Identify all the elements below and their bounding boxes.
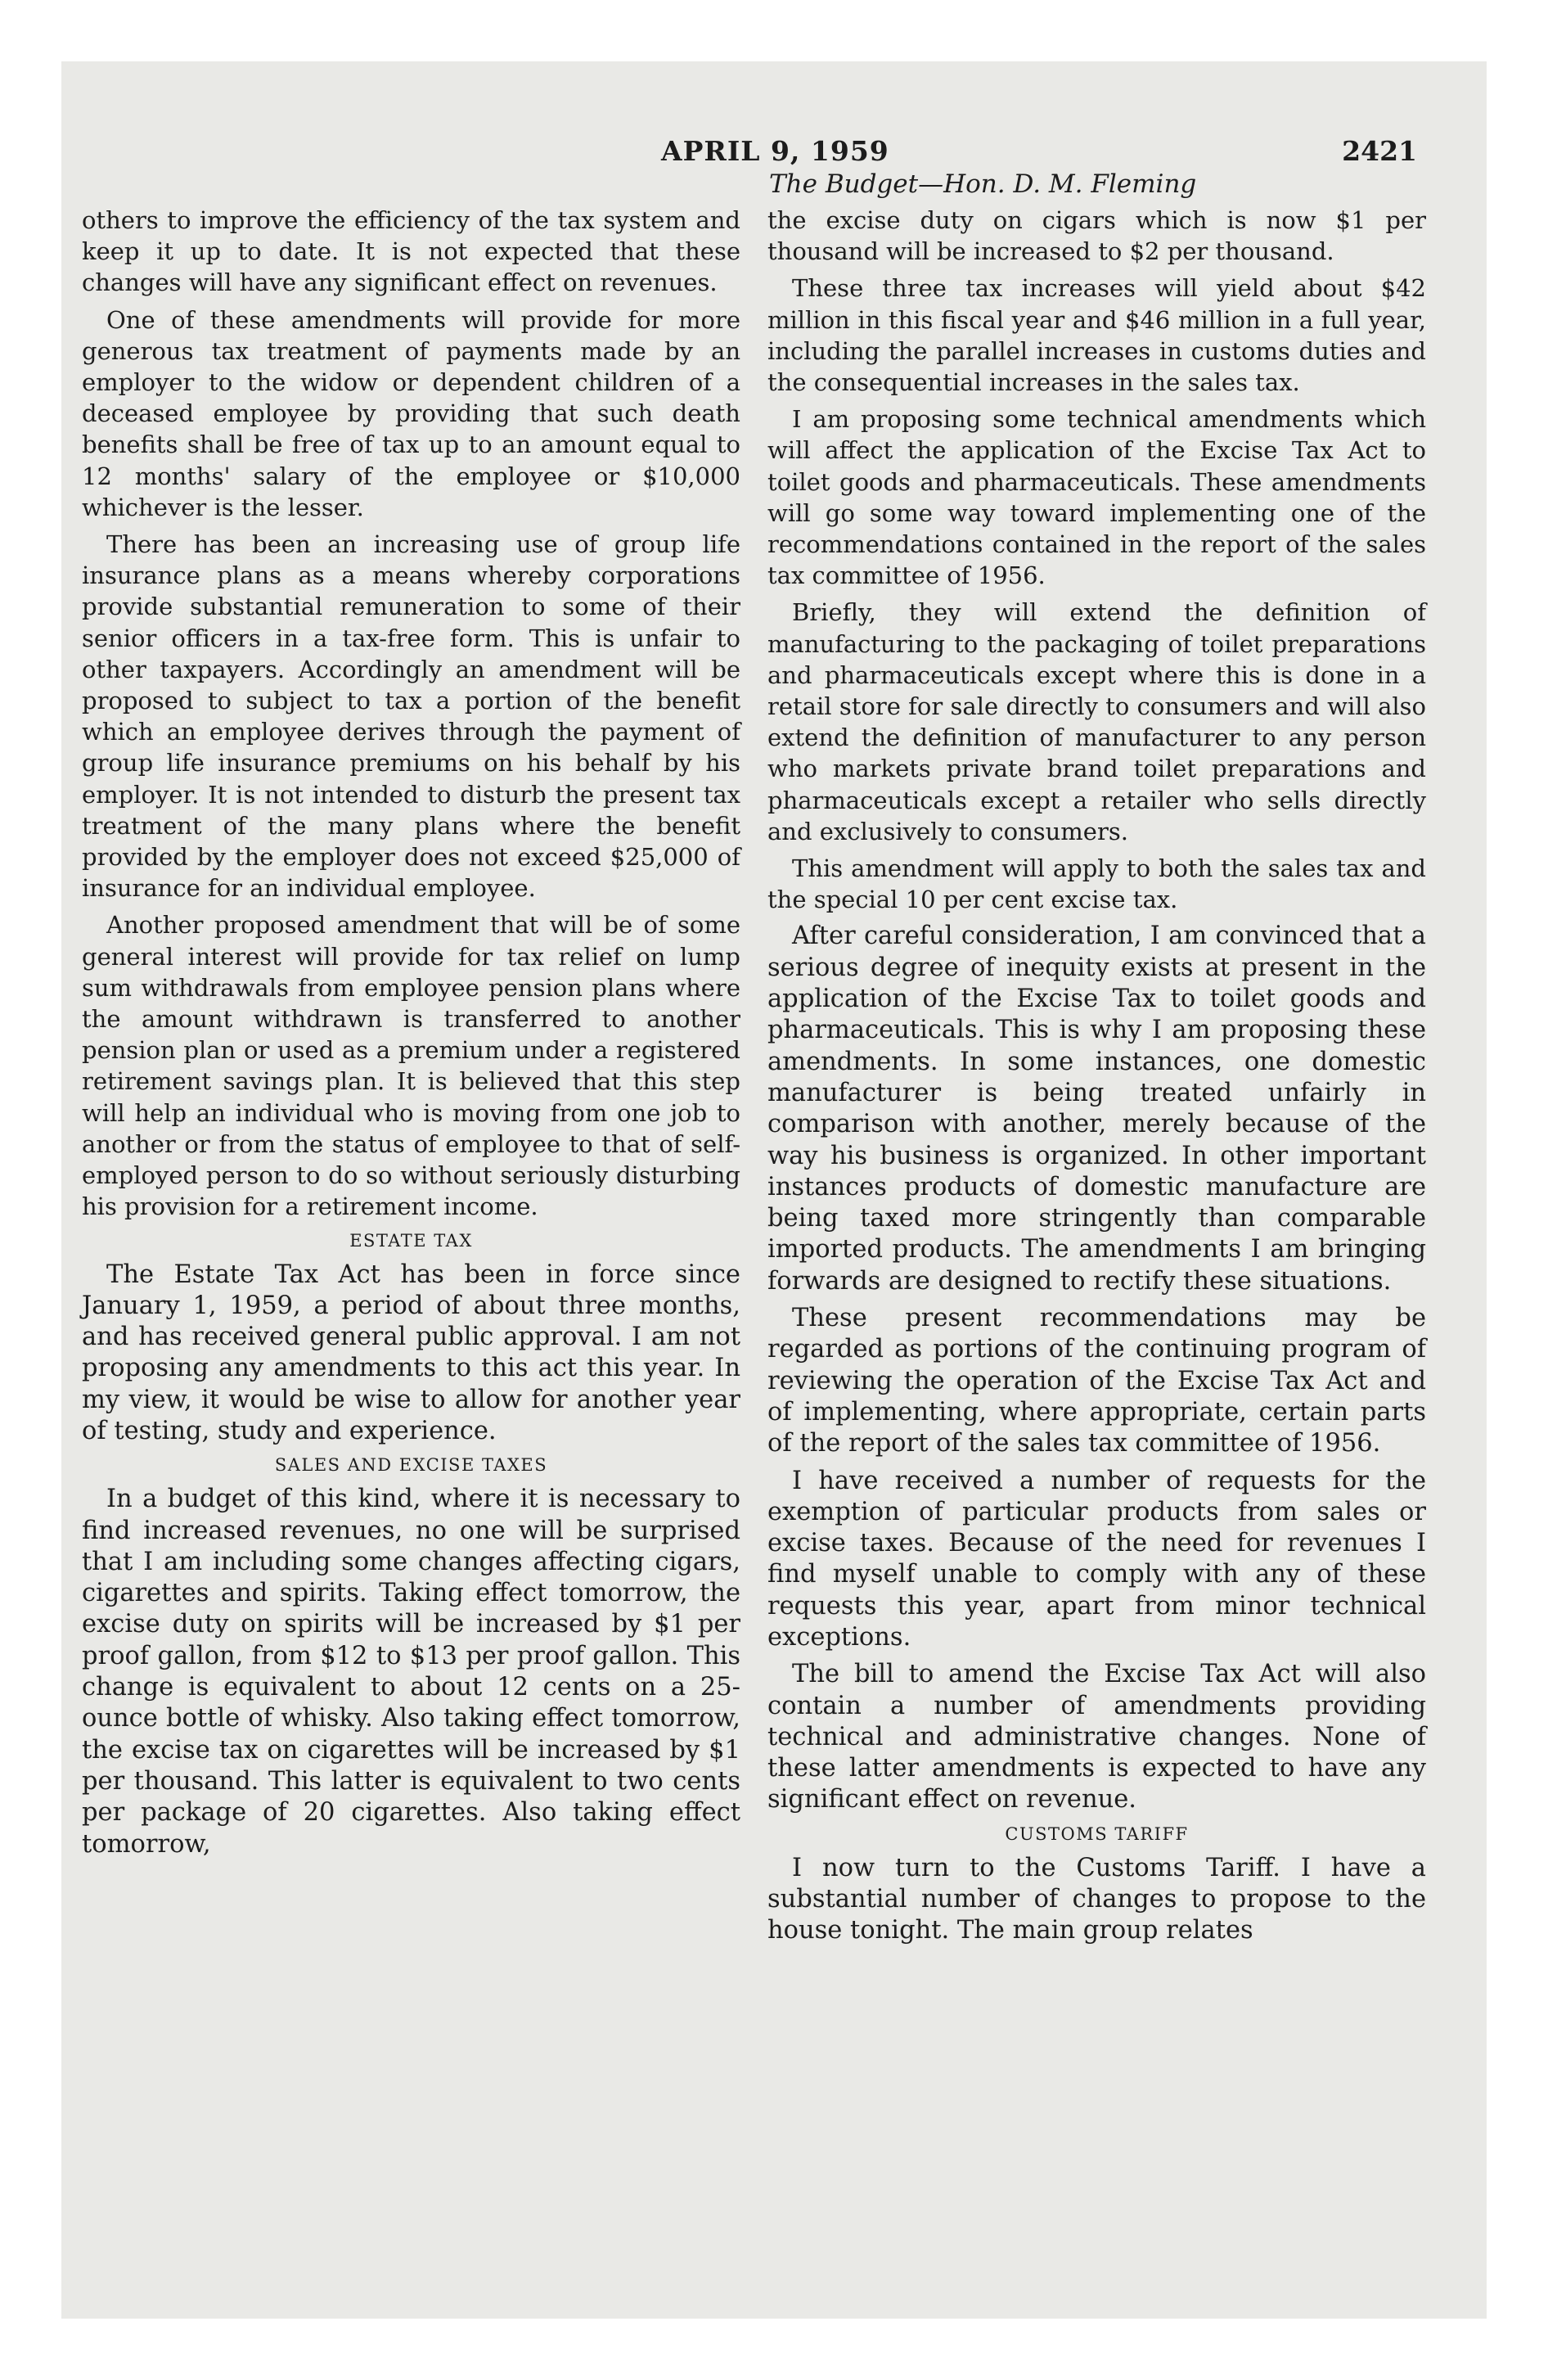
page-date: APRIL 9, 1959 [661, 135, 889, 167]
paragraph: These three tax increases will yield about $42 million in this fiscal year and $46 million in a full year, including the parallel increases in customs duties and the consequential increases in the sales tax. [767, 274, 1426, 397]
left-column [82, 205, 740, 1866]
paragraph: In a budget of this kind, where it is necessary to find increased revenues, no one will be surprised that I am including some changes affecting cigars, cigarettes and spirits. Taking effect tomorrow, the excise duty on spirits will be increased by $1 per proof gallon, from $12 to $13 per proof gallon. This change is equivalent to about 12 cents on a 25-ounce bottle of whisky. Also taking effect tomorrow, the excise tax on cigarettes will be increased by $1 per thousand. This latter is equivalent to two cents per package of 20 cigarettes. Also taking effect tomorrow, [82, 1485, 740, 1859]
paragraph: others to improve the efficiency of the tax system and keep it up to date. It is not expected that these changes will have any significant effect on revenues. [82, 206, 740, 297]
paragraph: This amendment will apply to both the sales tax and the special 10 per cent excise tax. [767, 854, 1426, 914]
section-heading-customs-tariff: CUSTOMS TARIFF [1005, 1823, 1189, 1844]
paragraph: One of these amendments will provide for more generous tax treatment of payments made by an employer to the widow or dependent children of a deceased employee by providing that such death benefits shall be free of tax up to an amount equal to 12 months' salary of the employee or $10,000 whichever is the lesser. [82, 305, 740, 521]
paragraph: These present recommendations may be regarded as portions of the continuing program of reviewing the operation of the Excise Tax Act and of implementing, where appropriate, certain parts of the report of the sales tax committee of 1956. [767, 1304, 1426, 1458]
paragraph: I now turn to the Customs Tariff. I have a substantial number of changes to propose to the house tonight. The main group relates [767, 1853, 1426, 1945]
right-column [767, 205, 1426, 1953]
section-heading-estate-tax: ESTATE TAX [349, 1230, 473, 1251]
running-subtitle: The Budget—Hon. D. M. Fleming [769, 169, 1197, 199]
paragraph: the excise duty on cigars which is now $1 per thousand will be increased to $2 per thousand. [767, 206, 1426, 266]
page-number: 2421 [1342, 135, 1417, 167]
section-heading-sales-excise: SALES AND EXCISE TAXES [274, 1455, 548, 1476]
paragraph: Another proposed amendment that will be of some general interest will provide for tax relief on lump sum withdrawals from employee pension plans where the amount withdrawn is transferred to another pension plan or used as a premium under a registered retirement savings plan. It is believed that this step will help an individual who is moving from one job to another or from the status of employee to that of self-employed person to do so without seriously disturbing his provision for a retirement income. [82, 911, 740, 1221]
paragraph: The Estate Tax Act has been in force since January 1, 1959, a period of about three months, and has received general public approval. I am not proposing any amendments to this act this year. In my view, it would be wise to allow for another year of testing, study and experience. [82, 1260, 740, 1445]
paragraph: There has been an increasing use of group life insurance plans as a means whereby corporations provide substantial remuneration to some of their senior officers in a tax-free form. This is unfair to other taxpayers. Accordingly an amendment will be proposed to subject to tax a portion of the benefit which an employee derives through the payment of group life insurance premiums on his behalf by his employer. It is not intended to disturb the present tax treatment of the many plans where the benefit provided by the employer does not exceed $25,000 of insurance for an individual employee. [82, 530, 740, 903]
paragraph: Briefly, they will extend the definition of manufacturing to the packaging of toilet preparations and pharmaceuticals except where this is done in a retail store for sale directly to consumers and will also extend the definition of manufacturer to any person who markets private brand toilet preparations and pharmaceuticals except a retailer who sells directly and exclusively to consumers. [767, 598, 1426, 845]
paragraph: After careful consideration, I am convinced that a serious degree of inequity exists at present in the application of the Excise Tax to toilet goods and pharmaceuticals. This is why I am proposing these amendments. In some instances, one domestic manufacturer is being treated unfairly in comparison with another, merely because of the way his business is organized. In other important instances products of domestic manufacture are being taxed more stringently than comparable imported products. The amendments I am bringing forwards are designed to rectify these situations. [767, 922, 1426, 1296]
paragraph: The bill to amend the Excise Tax Act will also contain a number of amendments providing technical and administrative changes. None of these latter amendments is expected to have any significant effect on revenue. [767, 1660, 1426, 1814]
paragraph: I am proposing some technical amendments which will affect the application of the Excise Tax Act to toilet goods and pharmaceuticals. These amendments will go some way toward implementing one of the recommendations contained in the report of the sales tax committee of 1956. [767, 405, 1426, 590]
paragraph: I have received a number of requests for the exemption of particular products from sales or excise taxes. Because of the need for revenues I find myself unable to comply with any of these requests this year, apart from minor technical exceptions. [767, 1466, 1426, 1652]
